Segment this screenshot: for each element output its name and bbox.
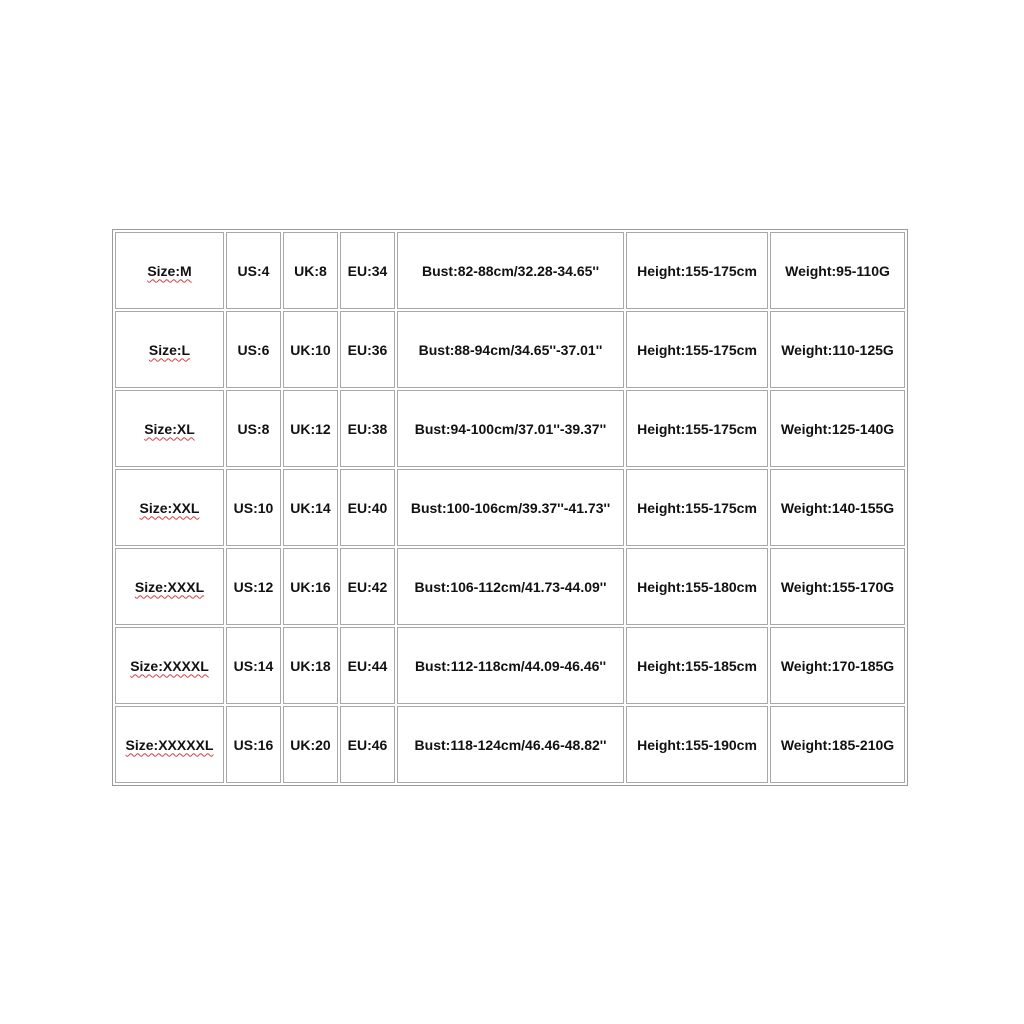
us-size-cell: US:6 — [226, 311, 281, 388]
weight-cell: Weight:155-170G — [770, 548, 905, 625]
eu-size-cell: EU:42 — [340, 548, 395, 625]
table-row — [115, 627, 905, 704]
size-cell — [115, 548, 224, 625]
table-row — [115, 232, 905, 309]
weight-cell: Weight:95-110G — [770, 232, 905, 309]
size-cell — [115, 232, 224, 309]
eu-size-cell: EU:36 — [340, 311, 395, 388]
uk-size-cell: UK:8 — [283, 232, 338, 309]
uk-size-cell: UK:14 — [283, 469, 338, 546]
size-label: Size:XL — [144, 420, 195, 437]
size-cell — [115, 469, 224, 546]
size-label: Size:XXL — [139, 499, 200, 516]
size-cell — [115, 311, 224, 388]
size-chart-table — [112, 229, 908, 786]
height-cell: Height:155-185cm — [626, 627, 768, 704]
eu-size-cell: EU:38 — [340, 390, 395, 467]
bust-cell: Bust:118-124cm/46.46-48.82'' — [397, 706, 624, 783]
eu-size-cell: EU:44 — [340, 627, 395, 704]
size-cell — [115, 390, 224, 467]
weight-cell: Weight:185-210G — [770, 706, 905, 783]
us-size-cell: US:14 — [226, 627, 281, 704]
table-row — [115, 469, 905, 546]
uk-size-cell: UK:20 — [283, 706, 338, 783]
us-size-cell: US:12 — [226, 548, 281, 625]
us-size-cell: US:10 — [226, 469, 281, 546]
uk-size-cell: UK:18 — [283, 627, 338, 704]
bust-cell: Bust:100-106cm/39.37''-41.73'' — [397, 469, 624, 546]
us-size-cell: US:8 — [226, 390, 281, 467]
uk-size-cell: UK:12 — [283, 390, 338, 467]
uk-size-cell: UK:10 — [283, 311, 338, 388]
height-cell: Height:155-190cm — [626, 706, 768, 783]
us-size-cell: US:4 — [226, 232, 281, 309]
weight-cell: Weight:125-140G — [770, 390, 905, 467]
size-label: Size:L — [148, 341, 191, 358]
height-cell: Height:155-175cm — [626, 311, 768, 388]
size-cell — [115, 627, 224, 704]
size-cell — [115, 706, 224, 783]
eu-size-cell: EU:46 — [340, 706, 395, 783]
height-cell: Height:155-175cm — [626, 232, 768, 309]
eu-size-cell: EU:34 — [340, 232, 395, 309]
size-label: Size:XXXXXL — [125, 736, 214, 753]
height-cell: Height:155-175cm — [626, 390, 768, 467]
size-label: Size:XXXXL — [130, 657, 209, 674]
eu-size-cell: EU:40 — [340, 469, 395, 546]
bust-cell: Bust:94-100cm/37.01''-39.37'' — [397, 390, 624, 467]
table-row — [115, 548, 905, 625]
bust-cell: Bust:88-94cm/34.65''-37.01'' — [397, 311, 624, 388]
bust-cell: Bust:82-88cm/32.28-34.65'' — [397, 232, 624, 309]
table-row — [115, 706, 905, 783]
us-size-cell: US:16 — [226, 706, 281, 783]
size-chart-body — [115, 232, 905, 783]
bust-cell: Bust:106-112cm/41.73-44.09'' — [397, 548, 624, 625]
weight-cell: Weight:110-125G — [770, 311, 905, 388]
height-cell: Height:155-180cm — [626, 548, 768, 625]
weight-cell: Weight:170-185G — [770, 627, 905, 704]
height-cell: Height:155-175cm — [626, 469, 768, 546]
table-row — [115, 311, 905, 388]
size-label: Size:XXXL — [134, 578, 205, 595]
table-row — [115, 390, 905, 467]
weight-cell: Weight:140-155G — [770, 469, 905, 546]
uk-size-cell: UK:16 — [283, 548, 338, 625]
size-label: Size:M — [147, 262, 192, 279]
bust-cell: Bust:112-118cm/44.09-46.46'' — [397, 627, 624, 704]
